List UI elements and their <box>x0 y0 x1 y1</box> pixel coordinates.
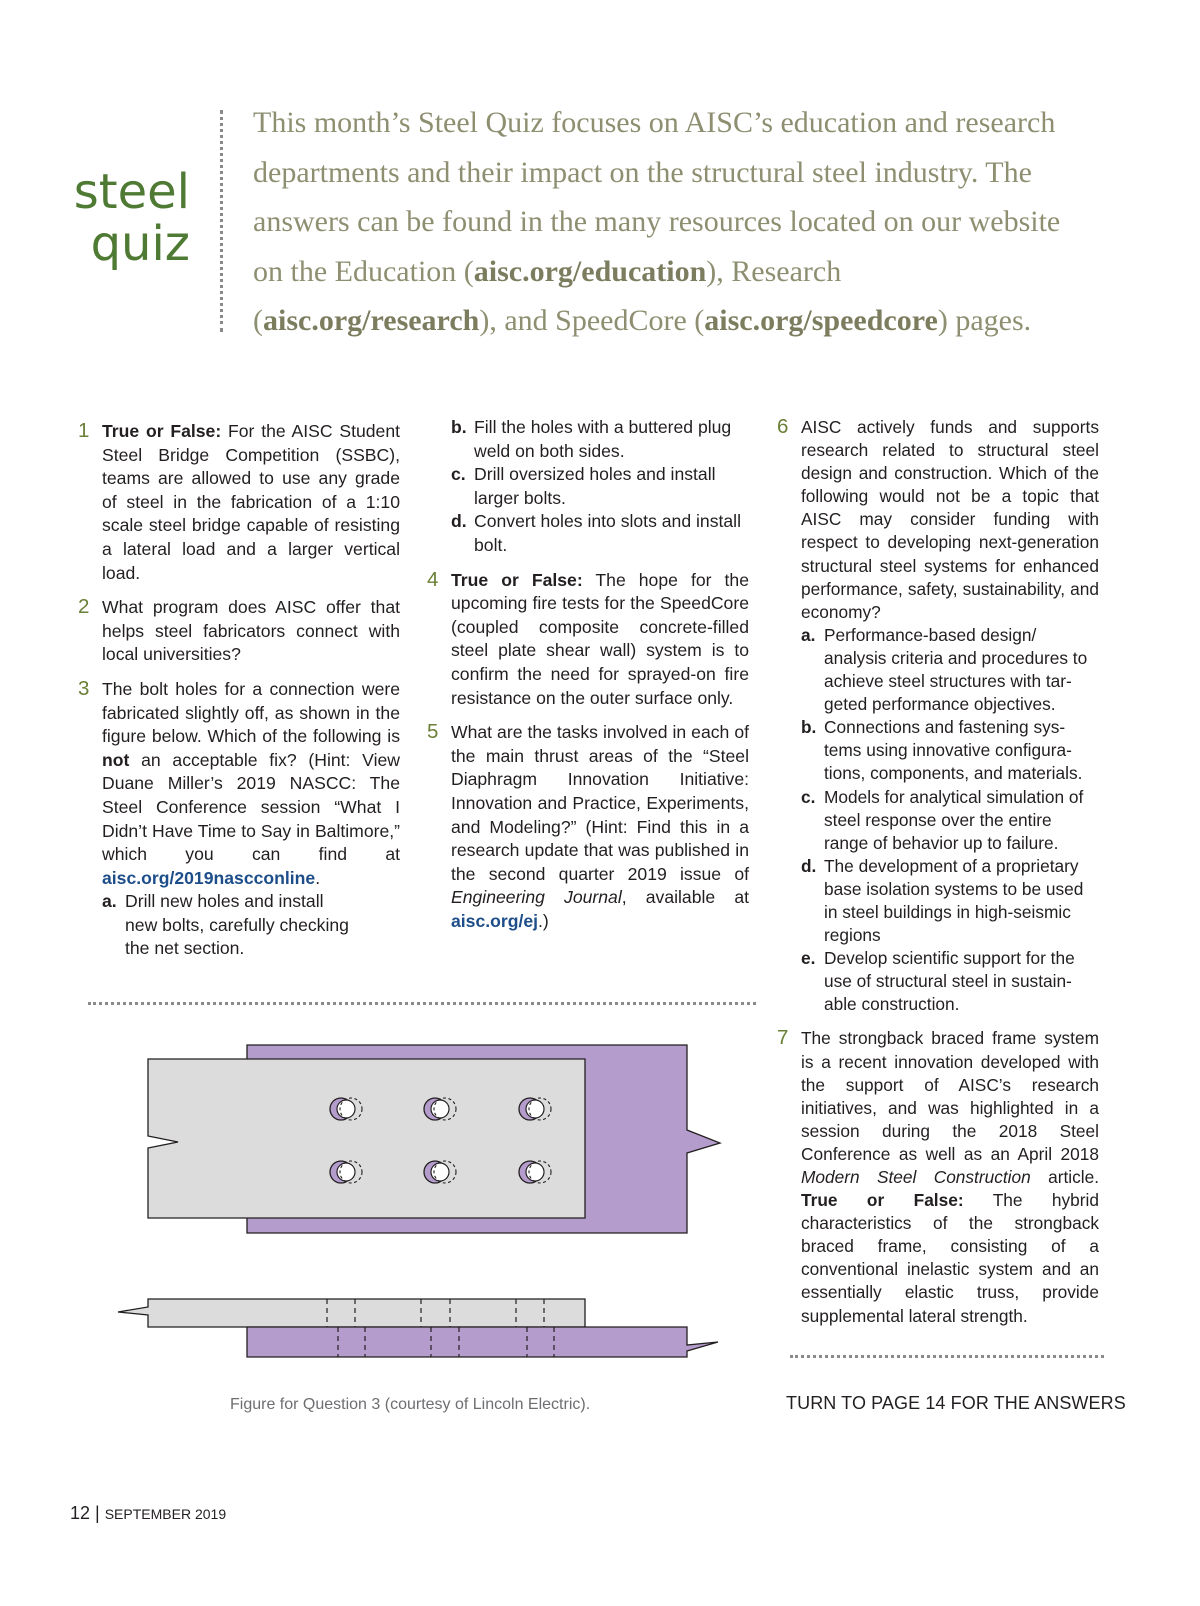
figure-divider <box>88 1002 756 1005</box>
turn-page-note: TURN TO PAGE 14 FOR THE ANSWERS <box>786 1393 1126 1413</box>
question-3: 3 The bolt holes for a connection were fabricated slightly off, as shown in the figure below. Which of the following is not an acceptable fix? (Hint: View Duane Miller’s 2019 NASCC: The Steel Conference session “What I Didn’t Have Time to Say in Baltimore,” which you can find at aisc.org/2019nascconline. a. Drill new holes and install new bolts, carefully checking the net section. <box>78 678 400 961</box>
question-6: 6 AISC actively funds and supports research related to structural steel design and construction. Which of the following would not be a topic that AISC may consider funding with respect to developing next-generation structural steel systems for enhanced performance, safety, sustainability, and economy? a. Performance-based design/ analysis criteria and procedures to achieve steel structures with tar-geted performance objectives. b. Connections and fastening sys-tems using innovative configura-tions, components, and materials. c. Models for analytical simulation of steel response over the entire range of behavior up to failure. d. The development of a proprietary base isolation systems to be used in steel buildings in high-seismic regions e. Develop scientific support for the use of structural steel in sustain-able construction. <box>777 416 1099 1016</box>
link-education[interactable]: aisc.org/education <box>473 254 707 288</box>
page-number: 12 <box>70 1503 91 1523</box>
question-4: 4 True or False: The hope for the upcoming fire tests for the SpeedCore (coupled composite concrete-filled steel plate shear wall) system is to confirm the need for sprayed-on fire resistance on the outer surface only. <box>427 567 749 708</box>
section-title <box>70 166 190 270</box>
option-c: c. Models for analytical simulation of steel response over the entire range of behavior up to failure. <box>801 786 1084 853</box>
option-e: e. Develop scientific support for the use of structural steel in sustain-able construction. <box>801 948 1075 1015</box>
option-c: c. Drill oversized holes and install larger bolts. <box>451 464 716 508</box>
column-3 <box>777 416 1099 1339</box>
question-7: 7 The strongback braced frame system is a recent innovation developed with the support of AISC’s research initiatives, and was highlighted in a session during the 2018 Steel Conference as well as an April 2018 Modern Steel Construction article. True or False: The hybrid characteristics of the strongback braced frame, consisting of a conventional inelastic system and an essentially elastic truss, provide supplemental lateral strength. <box>777 1026 1099 1326</box>
vertical-divider <box>220 110 223 332</box>
option-a: a. Drill new holes and install new bolts, carefully checking the net section. <box>102 891 349 959</box>
column-2 <box>427 416 749 944</box>
question-5: 5 What are the tasks involved in each of the main thrust areas of the “Steel Diaphragm Innovation Initiative: Innovation and Practice, Experiments, and Modeling?” (Hint: Find this in a research update that was published in the second quarter 2019 issue of Engineering Journal, available at aisc.org/ej.) <box>427 720 749 931</box>
answers-divider <box>790 1355 1104 1358</box>
title-quiz: quiz <box>90 216 190 272</box>
option-d: d. The development of a proprietary base isolation systems to be used in steel buildings in high-seismic regions <box>801 855 1084 946</box>
column-1 <box>78 420 400 972</box>
option-d: d. Convert holes into slots and install bolt. <box>451 511 741 555</box>
link-nascc-online[interactable]: aisc.org/2019nascconline <box>102 867 316 888</box>
intro-paragraph: This month’s Steel Quiz focuses on AISC’s education and research departments and their impact on the structural steel industry. The answers can be found in the many resources located on our website on the Education (aisc.org/education), Research (aisc.org/research), and SpeedCore (aisc.org/speedcore) pages. <box>253 106 1061 337</box>
question-number: 1 <box>78 419 90 442</box>
option-b: b. Connections and fastening sys-tems using innovative configura-tions, components, and materials. <box>801 717 1083 784</box>
gray-plate-side <box>118 1299 585 1327</box>
link-research[interactable]: aisc.org/research <box>263 304 480 337</box>
link-ej[interactable]: aisc.org/ej <box>451 910 539 931</box>
bolt-connection-figure <box>100 1035 730 1365</box>
question-number: 5 <box>427 720 439 744</box>
link-speedcore[interactable]: aisc.org/speedcore <box>704 304 938 337</box>
purple-plate-side <box>247 1327 718 1357</box>
question-number: 2 <box>78 595 90 619</box>
title-steel: steel <box>73 164 190 220</box>
page-footer: 12 | SEPTEMBER 2019 <box>70 1503 227 1523</box>
question-number: 3 <box>78 676 90 700</box>
question-1: 1 True or False: For the AISC Student Steel Bridge Competition (SSBC), teams are allowed to use any grade of steel in the fabrication of a 1:10 scale steel bridge capable of resisting a lateral load and a larger vertical load. <box>78 419 400 583</box>
question-number: 6 <box>777 415 789 438</box>
question-number: 7 <box>777 1026 789 1050</box>
gray-plate-plan <box>148 1059 585 1218</box>
question-2: 2 What program does AISC offer that helps steel fabricators connect with local universities? <box>78 595 400 665</box>
figure-caption: Figure for Question 3 (courtesy of Lincoln Electric). <box>230 1396 591 1413</box>
question-number: 4 <box>427 567 439 591</box>
issue-date: SEPTEMBER 2019 <box>104 1506 227 1522</box>
option-a: a. Performance-based design/ analysis criteria and procedures to achieve steel structures with tar-geted performance objectives. <box>801 624 1088 715</box>
option-b: b. Fill the holes with a buttered plug weld on both sides. <box>451 417 732 461</box>
